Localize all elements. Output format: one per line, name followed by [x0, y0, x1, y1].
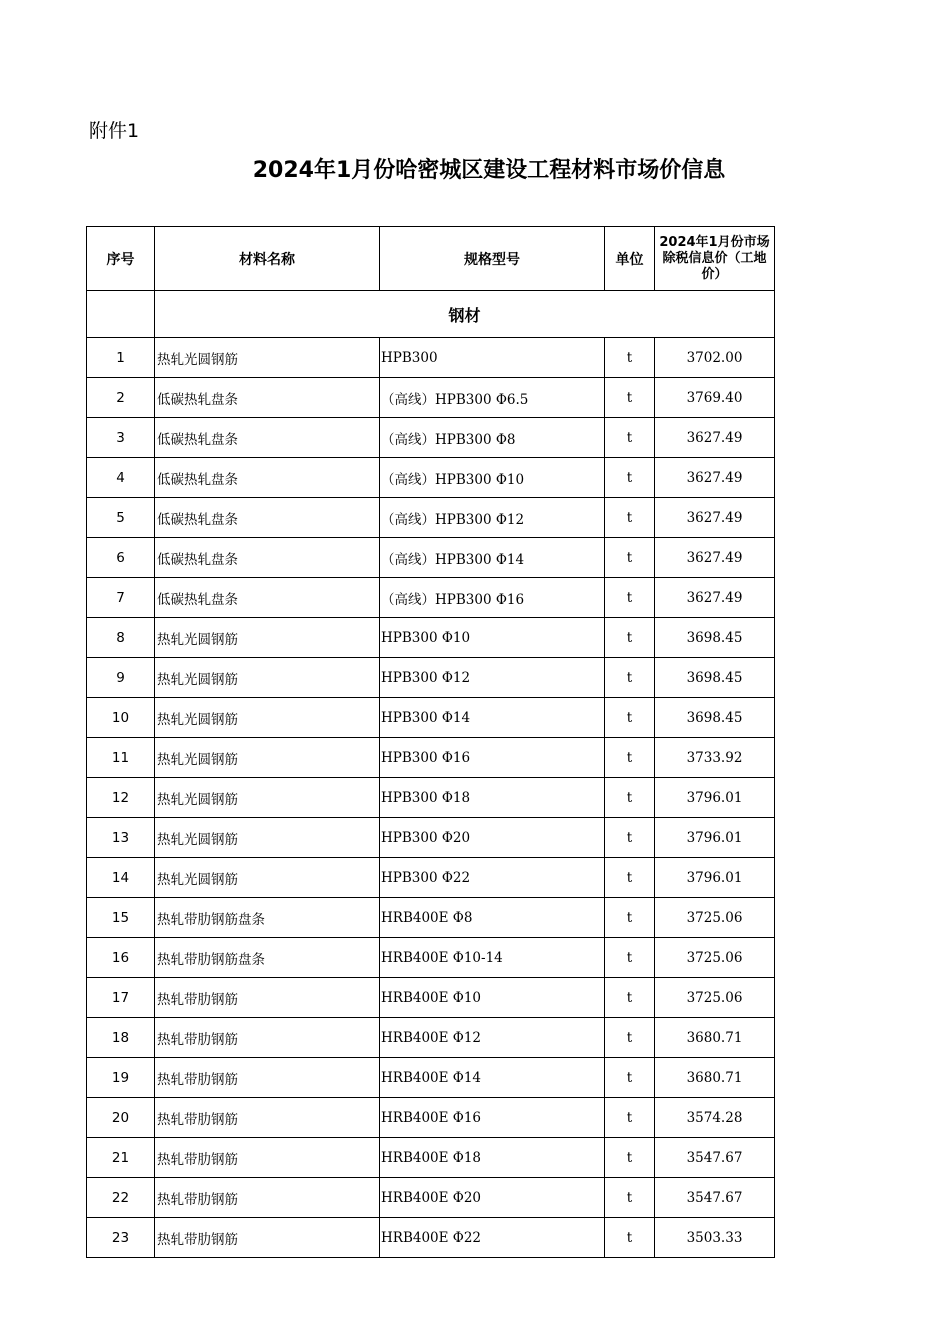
row-spec-cell: HRB400E Φ12 — [380, 1018, 605, 1058]
table-row — [87, 418, 775, 458]
row-name-cell: 热轧光圆钢筋 — [155, 658, 380, 698]
row-no-cell: 1 — [87, 338, 155, 378]
row-spec-cell: HPB300 Φ20 — [380, 818, 605, 858]
table-row — [87, 1218, 775, 1258]
row-name-cell: 热轧光圆钢筋 — [155, 858, 380, 898]
row-unit-cell: t — [605, 1058, 655, 1098]
row-unit-cell: t — [605, 978, 655, 1018]
price-table — [86, 226, 775, 1258]
row-price-cell: 3627.49 — [655, 578, 775, 618]
table-row — [87, 898, 775, 938]
table-row — [87, 1018, 775, 1058]
table-row — [87, 1178, 775, 1218]
row-name-cell: 低碳热轧盘条 — [155, 538, 380, 578]
table-row — [87, 1058, 775, 1098]
row-no-cell: 4 — [87, 458, 155, 498]
row-spec-cell: HRB400E Φ22 — [380, 1218, 605, 1258]
row-no-cell: 2 — [87, 378, 155, 418]
row-no-cell: 17 — [87, 978, 155, 1018]
row-no-cell: 15 — [87, 898, 155, 938]
row-name-cell: 热轧光圆钢筋 — [155, 618, 380, 658]
row-no-cell: 20 — [87, 1098, 155, 1138]
row-price-cell: 3547.67 — [655, 1138, 775, 1178]
row-name-cell: 热轧带肋钢筋 — [155, 978, 380, 1018]
row-spec-cell: （高线）HPB300 Φ14 — [380, 538, 605, 578]
row-spec-cell: HRB400E Φ8 — [380, 898, 605, 938]
row-no-cell: 23 — [87, 1218, 155, 1258]
row-price-cell: 3698.45 — [655, 618, 775, 658]
row-unit-cell: t — [605, 458, 655, 498]
table-row — [87, 738, 775, 778]
row-no-cell: 18 — [87, 1018, 155, 1058]
table-row — [87, 618, 775, 658]
row-name-cell: 低碳热轧盘条 — [155, 498, 380, 538]
row-spec-cell: HPB300 Φ10 — [380, 618, 605, 658]
section-row — [87, 291, 775, 338]
row-spec-cell: HPB300 Φ22 — [380, 858, 605, 898]
row-price-cell: 3702.00 — [655, 338, 775, 378]
row-spec-cell: （高线）HPB300 Φ6.5 — [380, 378, 605, 418]
row-unit-cell: t — [605, 898, 655, 938]
row-price-cell: 3725.06 — [655, 938, 775, 978]
row-spec-cell: HRB400E Φ14 — [380, 1058, 605, 1098]
table-row — [87, 978, 775, 1018]
row-no-cell: 22 — [87, 1178, 155, 1218]
table-row — [87, 818, 775, 858]
row-spec-cell: HRB400E Φ10 — [380, 978, 605, 1018]
table-header-row — [87, 227, 775, 291]
row-no-cell: 8 — [87, 618, 155, 658]
row-unit-cell: t — [605, 1098, 655, 1138]
row-unit-cell: t — [605, 378, 655, 418]
table-row — [87, 1098, 775, 1138]
row-name-cell: 热轧光圆钢筋 — [155, 738, 380, 778]
row-spec-cell: HPB300 Φ12 — [380, 658, 605, 698]
row-name-cell: 热轧带肋钢筋盘条 — [155, 898, 380, 938]
table-row — [87, 338, 775, 378]
table-row — [87, 458, 775, 498]
row-no-cell: 16 — [87, 938, 155, 978]
row-name-cell: 热轧带肋钢筋 — [155, 1178, 380, 1218]
section-label: 钢材 — [155, 291, 775, 338]
row-spec-cell: （高线）HPB300 Φ12 — [380, 498, 605, 538]
row-spec-cell: HRB400E Φ10-14 — [380, 938, 605, 978]
row-no-cell: 11 — [87, 738, 155, 778]
table-row — [87, 1138, 775, 1178]
row-price-cell: 3547.67 — [655, 1178, 775, 1218]
header-no: 序号 — [87, 227, 155, 291]
row-unit-cell: t — [605, 338, 655, 378]
row-name-cell: 热轧光圆钢筋 — [155, 338, 380, 378]
row-no-cell: 21 — [87, 1138, 155, 1178]
row-name-cell: 热轧带肋钢筋 — [155, 1218, 380, 1258]
header-unit: 单位 — [605, 227, 655, 291]
row-name-cell: 低碳热轧盘条 — [155, 578, 380, 618]
row-no-cell: 13 — [87, 818, 155, 858]
table-row — [87, 538, 775, 578]
row-name-cell: 热轧光圆钢筋 — [155, 698, 380, 738]
row-price-cell: 3503.33 — [655, 1218, 775, 1258]
row-name-cell: 热轧带肋钢筋 — [155, 1098, 380, 1138]
table-row — [87, 658, 775, 698]
row-price-cell: 3627.49 — [655, 538, 775, 578]
row-name-cell: 低碳热轧盘条 — [155, 418, 380, 458]
row-price-cell: 3627.49 — [655, 498, 775, 538]
row-spec-cell: HRB400E Φ16 — [380, 1098, 605, 1138]
row-name-cell: 热轧光圆钢筋 — [155, 818, 380, 858]
row-no-cell: 14 — [87, 858, 155, 898]
row-price-cell: 3627.49 — [655, 458, 775, 498]
header-spec: 规格型号 — [380, 227, 605, 291]
row-spec-cell: （高线）HPB300 Φ10 — [380, 458, 605, 498]
table-row — [87, 578, 775, 618]
table-row — [87, 498, 775, 538]
row-price-cell: 3796.01 — [655, 778, 775, 818]
row-unit-cell: t — [605, 538, 655, 578]
row-unit-cell: t — [605, 498, 655, 538]
row-unit-cell: t — [605, 1218, 655, 1258]
row-spec-cell: HPB300 Φ16 — [380, 738, 605, 778]
row-price-cell: 3725.06 — [655, 978, 775, 1018]
row-unit-cell: t — [605, 1178, 655, 1218]
attachment-label: 附件1 — [89, 120, 140, 142]
row-spec-cell: HPB300 — [380, 338, 605, 378]
row-price-cell: 3769.40 — [655, 378, 775, 418]
row-unit-cell: t — [605, 858, 655, 898]
header-price: 2024年1月份市场除税信息价（工地价） — [655, 227, 775, 291]
row-name-cell: 热轧光圆钢筋 — [155, 778, 380, 818]
row-no-cell: 10 — [87, 698, 155, 738]
row-name-cell: 低碳热轧盘条 — [155, 378, 380, 418]
row-spec-cell: HRB400E Φ18 — [380, 1138, 605, 1178]
row-unit-cell: t — [605, 778, 655, 818]
row-price-cell: 3680.71 — [655, 1018, 775, 1058]
row-name-cell: 热轧带肋钢筋 — [155, 1058, 380, 1098]
row-unit-cell: t — [605, 818, 655, 858]
row-unit-cell: t — [605, 658, 655, 698]
row-no-cell: 19 — [87, 1058, 155, 1098]
row-price-cell: 3796.01 — [655, 818, 775, 858]
row-unit-cell: t — [605, 938, 655, 978]
row-name-cell: 低碳热轧盘条 — [155, 458, 380, 498]
table-row — [87, 378, 775, 418]
row-unit-cell: t — [605, 738, 655, 778]
row-no-cell: 3 — [87, 418, 155, 458]
row-price-cell: 3733.92 — [655, 738, 775, 778]
row-name-cell: 热轧带肋钢筋盘条 — [155, 938, 380, 978]
table-row — [87, 858, 775, 898]
row-spec-cell: HRB400E Φ20 — [380, 1178, 605, 1218]
row-no-cell: 9 — [87, 658, 155, 698]
header-name: 材料名称 — [155, 227, 380, 291]
row-price-cell: 3680.71 — [655, 1058, 775, 1098]
row-spec-cell: （高线）HPB300 Φ16 — [380, 578, 605, 618]
table-row — [87, 938, 775, 978]
row-unit-cell: t — [605, 1018, 655, 1058]
table-row — [87, 698, 775, 738]
row-spec-cell: HPB300 Φ14 — [380, 698, 605, 738]
row-name-cell: 热轧带肋钢筋 — [155, 1018, 380, 1058]
row-unit-cell: t — [605, 1138, 655, 1178]
row-price-cell: 3698.45 — [655, 658, 775, 698]
row-no-cell: 7 — [87, 578, 155, 618]
row-price-cell: 3574.28 — [655, 1098, 775, 1138]
row-no-cell: 6 — [87, 538, 155, 578]
table-row — [87, 778, 775, 818]
row-name-cell: 热轧带肋钢筋 — [155, 1138, 380, 1178]
row-spec-cell: HPB300 Φ18 — [380, 778, 605, 818]
page-title: 2024年1月份哈密城区建设工程材料市场价信息 — [252, 158, 726, 183]
row-no-cell: 12 — [87, 778, 155, 818]
row-price-cell: 3725.06 — [655, 898, 775, 938]
row-unit-cell: t — [605, 698, 655, 738]
section-blank-cell — [87, 291, 155, 338]
row-unit-cell: t — [605, 418, 655, 458]
row-no-cell: 5 — [87, 498, 155, 538]
row-spec-cell: （高线）HPB300 Φ8 — [380, 418, 605, 458]
row-price-cell: 3698.45 — [655, 698, 775, 738]
row-unit-cell: t — [605, 618, 655, 658]
row-price-cell: 3796.01 — [655, 858, 775, 898]
row-unit-cell: t — [605, 578, 655, 618]
row-price-cell: 3627.49 — [655, 418, 775, 458]
